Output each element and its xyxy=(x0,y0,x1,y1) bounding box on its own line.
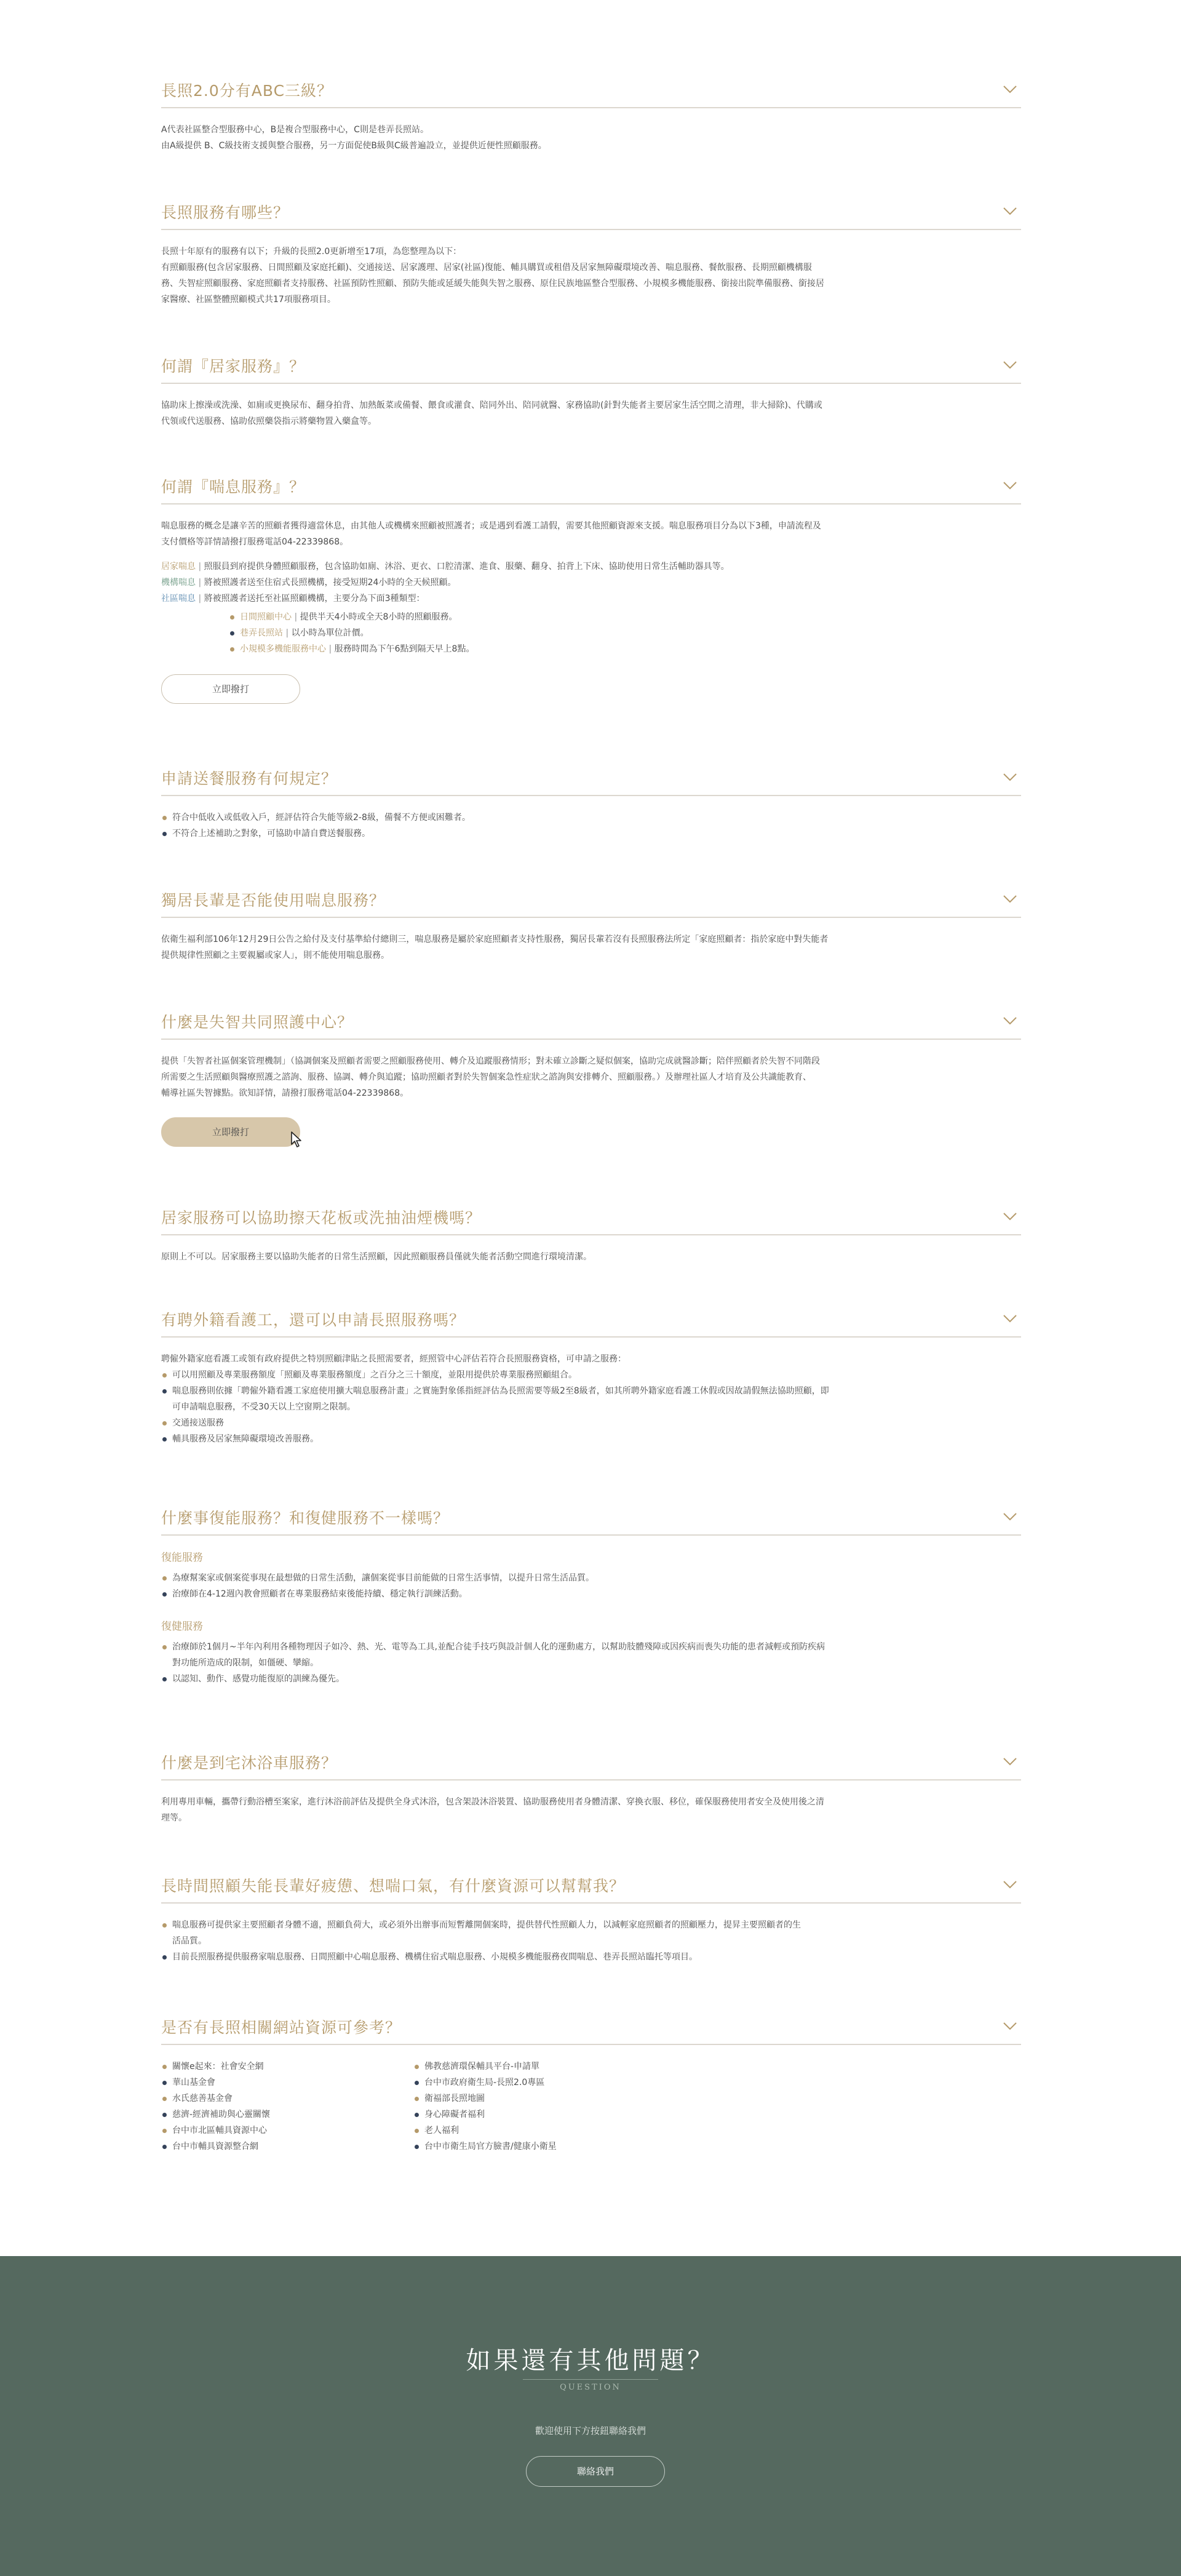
faq-item xyxy=(161,79,1021,154)
faq-answer xyxy=(161,384,1021,429)
faq-question: 什麼是失智共同照護中心？ xyxy=(161,1013,354,1031)
answer-text: 原則上不可以。居家服務主要以協助失能者的日常生活照顧，因此照顧服務員僅就失能者活動空間進行環境清潔。 xyxy=(161,1252,592,1262)
faq-answer xyxy=(161,2045,1021,2155)
faq-question: 長時間照顧失能長輩好疲憊、想喘口氣，有什麼資源可以幫幫我？ xyxy=(161,1877,626,1895)
faq-question: 申請送餐服務有何規定？ xyxy=(161,770,338,788)
respite-type: 機構喘息 | 將被照護者送至住宿式長照機構，接受短期24小時的全天候照顧。 xyxy=(161,578,456,588)
answer-text: 喘息服務的概念是讓辛苦的照顧者獲得適當休息，由其他人或機構來照顧被照護者；或是遇到看護工請假，需要其他照顧資源來支援。喘息服務項目分為以下3種，申請流程及 xyxy=(161,521,821,531)
resource-link[interactable]: 身心障礙者福利 xyxy=(413,2107,666,2123)
list-item: 符合中低收入或低收入戶，經評估符合失能等級2-8級，備餐不方便或困難者。 xyxy=(161,810,1021,826)
chevron-down-icon[interactable] xyxy=(1003,1016,1017,1025)
contact-us-button[interactable]: 聯絡我們 xyxy=(526,2456,665,2487)
answer-text: 所需要之生活照顧與醫療照護之諮詢、服務、協調、轉介與追蹤；協助照顧者對於失智個案急性症狀之諮詢與安排轉介、照顧服務。）及辦理社區人才培育及公共識能教育、 xyxy=(161,1072,811,1082)
faq-answer xyxy=(161,1040,1021,1147)
answer-text: 輔導社區失智據點。欲知詳情，請撥打服務電話04-22339868。 xyxy=(161,1088,409,1098)
faq-item xyxy=(161,2016,1021,2155)
answer-text: 協助床上擦澡或洗澡、如廁或更換尿布、翻身拍背、加熱飯菜或備餐、餵食或灌食、陪同外出、陪同就醫、家務協助(針對失能者主要居家生活空間之清理，非大掃除)、代購或 xyxy=(161,401,822,410)
faq-question: 居家服務可以協助擦天花板或洗抽油煙機嗎？ xyxy=(161,1209,482,1227)
footer-subtitle: QUESTION xyxy=(560,2383,621,2392)
faq-toggle[interactable] xyxy=(161,1506,1021,1536)
faq-toggle[interactable] xyxy=(161,1751,1021,1780)
faq-toggle[interactable] xyxy=(161,1874,1021,1904)
chevron-down-icon[interactable] xyxy=(1003,1212,1017,1221)
respite-type-name: 居家喘息 xyxy=(161,562,196,572)
answer-text: 代領或代送服務、協助依照藥袋指示將藥物置入藥盒等。 xyxy=(161,417,376,426)
chevron-down-icon[interactable] xyxy=(1003,85,1017,94)
list-item: 以認知、動作、感覺功能復原的訓練為優先。 xyxy=(161,1671,1021,1687)
answer-text: 提供「失智者社區個案管理機制」（協調個案及照顧者需要之照顧服務使用、轉介及追蹤服務情形；對未確立診斷之疑似個案，協助完成就醫診斷；陪伴照顧者於失智不同階段 xyxy=(161,1056,820,1066)
faq-item xyxy=(161,201,1021,308)
faq-question: 何謂『居家服務』？ xyxy=(161,357,306,375)
resource-link[interactable]: 華山基金會 xyxy=(161,2075,413,2091)
chevron-down-icon[interactable] xyxy=(1003,207,1017,215)
list-item: 為療幫案家或個案從事現在最想做的日常生活動，讓個案從事目前能做的日常生活事情，以提升日常生活品質。 xyxy=(161,1570,1021,1586)
respite-type-name: 社區喘息 xyxy=(161,594,196,604)
list-item: 日間照顧中心 | 提供半天4小時或全天8小時的照顧服務。 xyxy=(229,609,1021,625)
faq-question: 是否有長照相關網站資源可參考？ xyxy=(161,2019,402,2036)
list-item: 不符合上述補助之對象，可協助申請自費送餐服務。 xyxy=(161,826,1021,842)
faq-question: 長照服務有哪些？ xyxy=(161,204,290,221)
faq-toggle[interactable] xyxy=(161,888,1021,918)
answer-text: 依衛生福利部106年12月29日公告之給付及支付基準給付總則三，喘息服務是屬於家庭照顧者支持性服務，獨居長輩若沒有長照服務法所定「家庭照顧者：指於家庭中對失能者 xyxy=(161,935,829,944)
faq-answer xyxy=(161,1536,1021,1687)
contact-footer xyxy=(0,2256,1181,2576)
answer-text: 利用專用車輛，攜帶行動浴槽至案家，進行沐浴前評估及提供全身式沐浴，包含架設沐浴裝置、協助服務使用者身體清潔、穿換衣服、移位，確保服務使用者安全及使用後之清 xyxy=(161,1797,824,1807)
faq-item xyxy=(161,1751,1021,1826)
faq-item xyxy=(161,1206,1021,1265)
faq-answer xyxy=(161,1780,1021,1826)
answer-text: 理等。 xyxy=(161,1813,187,1823)
mouse-cursor-icon xyxy=(290,1131,303,1148)
answer-text: 聘僱外籍家庭看護工或領有政府提供之特別照顧津貼之長照需要者，經照管中心評估若符合長照服務資格，可申請之服務： xyxy=(161,1354,626,1364)
faq-question: 什麼是到宅沐浴車服務？ xyxy=(161,1754,338,1772)
faq-item xyxy=(161,767,1021,842)
chevron-down-icon[interactable] xyxy=(1003,481,1017,490)
call-now-button[interactable]: 立即撥打 xyxy=(161,674,300,704)
footer-title: 如果還有其他問題？ xyxy=(466,2347,715,2375)
faq-answer xyxy=(161,504,1021,704)
faq-toggle[interactable] xyxy=(161,354,1021,384)
chevron-down-icon[interactable] xyxy=(1003,1512,1017,1521)
community-respite-list xyxy=(161,609,1021,657)
chevron-down-icon[interactable] xyxy=(1003,773,1017,781)
resource-link[interactable]: 台中市衛生局官方臉書/健康小衛星 xyxy=(413,2139,666,2155)
faq-answer xyxy=(161,918,1021,963)
list-item: 目前長照服務提供服務家喘息服務、日間照顧中心喘息服務、機構住宿式喘息服務、小規模多機能服務夜間喘息、巷弄長照站臨托等項目。 xyxy=(161,1949,1021,1965)
answer-text: 務、失智症照顧服務、家庭照顧者支持服務、社區預防性照顧、預防失能或延緩失能與失智之服務、原住民族地區整合型服務、小規模多機能服務、銜接出院準備服務、銜接居 xyxy=(161,279,824,289)
respite-type-desc: 將被照護者送至住宿式長照機構，接受短期24小時的全天候照顧。 xyxy=(204,578,456,588)
faq-toggle[interactable] xyxy=(161,79,1021,108)
respite-type-desc: 將被照護者送托至社區照顧機構，主要分為下面3種類型： xyxy=(204,594,425,604)
answer-text: 提供規律性照顧之主要親屬或家人」，則不能使用喘息服務。 xyxy=(161,951,389,960)
answer-text: 有照顧服務(包含居家服務、日間照顧及家庭托顧)、交通接送、居家護理、居家(社區)復能、輔具購買或租借及居家無障礙環境改善、喘息服務、餐飲服務、長期照顧機構服 xyxy=(161,263,812,273)
list-item: 巷弄長照站 | 以小時為單位計價。 xyxy=(229,625,1021,641)
answer-text: 由A級提供 B、C級技術支援與整合服務，另一方面促使B級與C級普遍設立，並提供近便性照顧服務。 xyxy=(161,141,547,151)
answer-text: A代表社區整合型服務中心，B是複合型服務中心，C則是巷弄長照站。 xyxy=(161,125,429,135)
footer-divider xyxy=(523,2379,658,2380)
answer-text: 家醫療、社區整體照顧模式共17項服務項目。 xyxy=(161,295,336,305)
answer-text: 支付價格等詳情請撥打服務電話04-22339868。 xyxy=(161,537,349,547)
faq-item xyxy=(161,1010,1021,1147)
section-heading: 復能服務 xyxy=(161,1552,203,1564)
resource-link[interactable]: 佛教慈濟環保輔具平台-申請單 xyxy=(413,2059,666,2075)
resource-link[interactable]: 衛福部長照地圖 xyxy=(413,2091,666,2107)
chevron-down-icon[interactable] xyxy=(1003,1880,1017,1889)
respite-type-desc: 照服員到府提供身體照顧服務，包含協助如廁、沐浴、更衣、口腔清潔、進食、服藥、翻身、拍背上下床、協助使用日常生活輔助器具等。 xyxy=(204,562,730,572)
respite-type-name: 機構喘息 xyxy=(161,578,196,588)
faq-item xyxy=(161,1874,1021,1965)
resource-links xyxy=(161,2059,1021,2155)
list-item: 治療師在4-12週內教會照顧者在專業服務結束後能持續、穩定執行訓練活動。 xyxy=(161,1586,1021,1602)
chevron-down-icon[interactable] xyxy=(1003,1314,1017,1323)
faq-answer xyxy=(161,1904,1021,1965)
resource-link[interactable]: 慈濟-經濟補助與心靈關懷 xyxy=(161,2107,413,2123)
faq-answer xyxy=(161,1235,1021,1265)
faq-toggle[interactable] xyxy=(161,1206,1021,1235)
faq-item xyxy=(161,888,1021,963)
chevron-down-icon[interactable] xyxy=(1003,895,1017,903)
respite-type: 社區喘息 | 將被照護者送托至社區照顧機構，主要分為下面3種類型： xyxy=(161,594,425,604)
respite-type: 居家喘息 | 照服員到府提供身體照顧服務，包含協助如廁、沐浴、更衣、口腔清潔、進食、服藥、翻身、拍背上下床、協助使用日常生活輔助器具等。 xyxy=(161,562,730,572)
faq-answer xyxy=(161,108,1021,154)
chevron-down-icon[interactable] xyxy=(1003,2022,1017,2030)
resource-link[interactable]: 台中市政府衛生局-長照2.0專區 xyxy=(413,2075,666,2091)
faq-toggle[interactable] xyxy=(161,2016,1021,2045)
chevron-down-icon[interactable] xyxy=(1003,361,1017,369)
resource-link[interactable]: 台中市北區輔具資源中心 xyxy=(161,2123,413,2139)
chevron-down-icon[interactable] xyxy=(1003,1757,1017,1766)
faq-answer xyxy=(161,796,1021,842)
footer-text: 歡迎使用下方按鈕聯絡我們 xyxy=(535,2425,646,2436)
faq-toggle[interactable] xyxy=(161,1308,1021,1338)
list-item: 可以用照顧及專業服務額度「照顧及專業服務額度」之百分之三十額度，並限用提供於專業服務照顧組合。 xyxy=(161,1367,1021,1383)
list-item: 交通接送服務 xyxy=(161,1415,1021,1431)
faq-question: 獨居長輩是否能使用喘息服務？ xyxy=(161,891,386,909)
faq-toggle[interactable] xyxy=(161,475,1021,504)
faq-answer xyxy=(161,1338,1021,1447)
faq-item xyxy=(161,475,1021,704)
faq-question: 有聘外籍看護工，還可以申請長照服務嗎？ xyxy=(161,1311,466,1329)
resource-link[interactable]: 水氏慈善基金會 xyxy=(161,2091,413,2107)
faq-toggle[interactable] xyxy=(161,1010,1021,1040)
faq-toggle[interactable] xyxy=(161,201,1021,230)
faq-item xyxy=(161,1506,1021,1687)
faq-toggle[interactable] xyxy=(161,767,1021,796)
faq-question: 長照2.0分有ABC三級？ xyxy=(161,82,333,100)
faq-question: 什麼事復能服務？和復健服務不一樣嗎？ xyxy=(161,1509,450,1527)
list-item: 喘息服務則依據「聘僱外籍看護工家庭使用擴大喘息服務計畫」之實施對象係指經評估為長照需要等級2至8級者，如其所聘外籍家庭看護工休假或因故請假無法協助照顧，即 可申請喘息服務，不受30天以上空窗期之限制。 xyxy=(161,1383,1021,1415)
faq-item xyxy=(161,1308,1021,1447)
faq-answer xyxy=(161,230,1021,308)
call-now-button[interactable]: 立即撥打 xyxy=(161,1117,300,1147)
list-item: 輔具服務及居家無障礙環境改善服務。 xyxy=(161,1431,1021,1447)
faq-item xyxy=(161,354,1021,429)
resource-link[interactable]: 台中市輔具資源整合網 xyxy=(161,2139,413,2155)
list-item: 小規模多機能服務中心 | 服務時間為下午6點到隔天早上8點。 xyxy=(229,641,1021,657)
resource-link[interactable]: 關懷e起來：社會安全網 xyxy=(161,2059,413,2075)
section-heading: 復健服務 xyxy=(161,1621,203,1633)
faq-question: 何謂『喘息服務』？ xyxy=(161,478,306,496)
resource-link[interactable]: 老人福利 xyxy=(413,2123,666,2139)
answer-text: 長照十年原有的服務有以下；升級的長照2.0更新增至17項，為您整理為以下： xyxy=(161,247,462,257)
list-item: 治療師於1個月~半年內利用各種物理因子如冷、熱、光、電等為工具,並配合徒手技巧與設計個人化的運動處方，以幫助肢體殘障或因疾病而喪失功能的患者減輕或預防疾病 對功能所造成的限制，如僵硬、攣縮。 xyxy=(161,1639,1021,1671)
list-item: 喘息服務可提供家主要照顧者身體不適，照顧負荷大，或必須外出辦事而短暫離開個案時，提供替代性照顧人力，以減輕家庭照顧者的照顧壓力，提昇主要照顧者的生 活品質。 xyxy=(161,1917,1021,1949)
